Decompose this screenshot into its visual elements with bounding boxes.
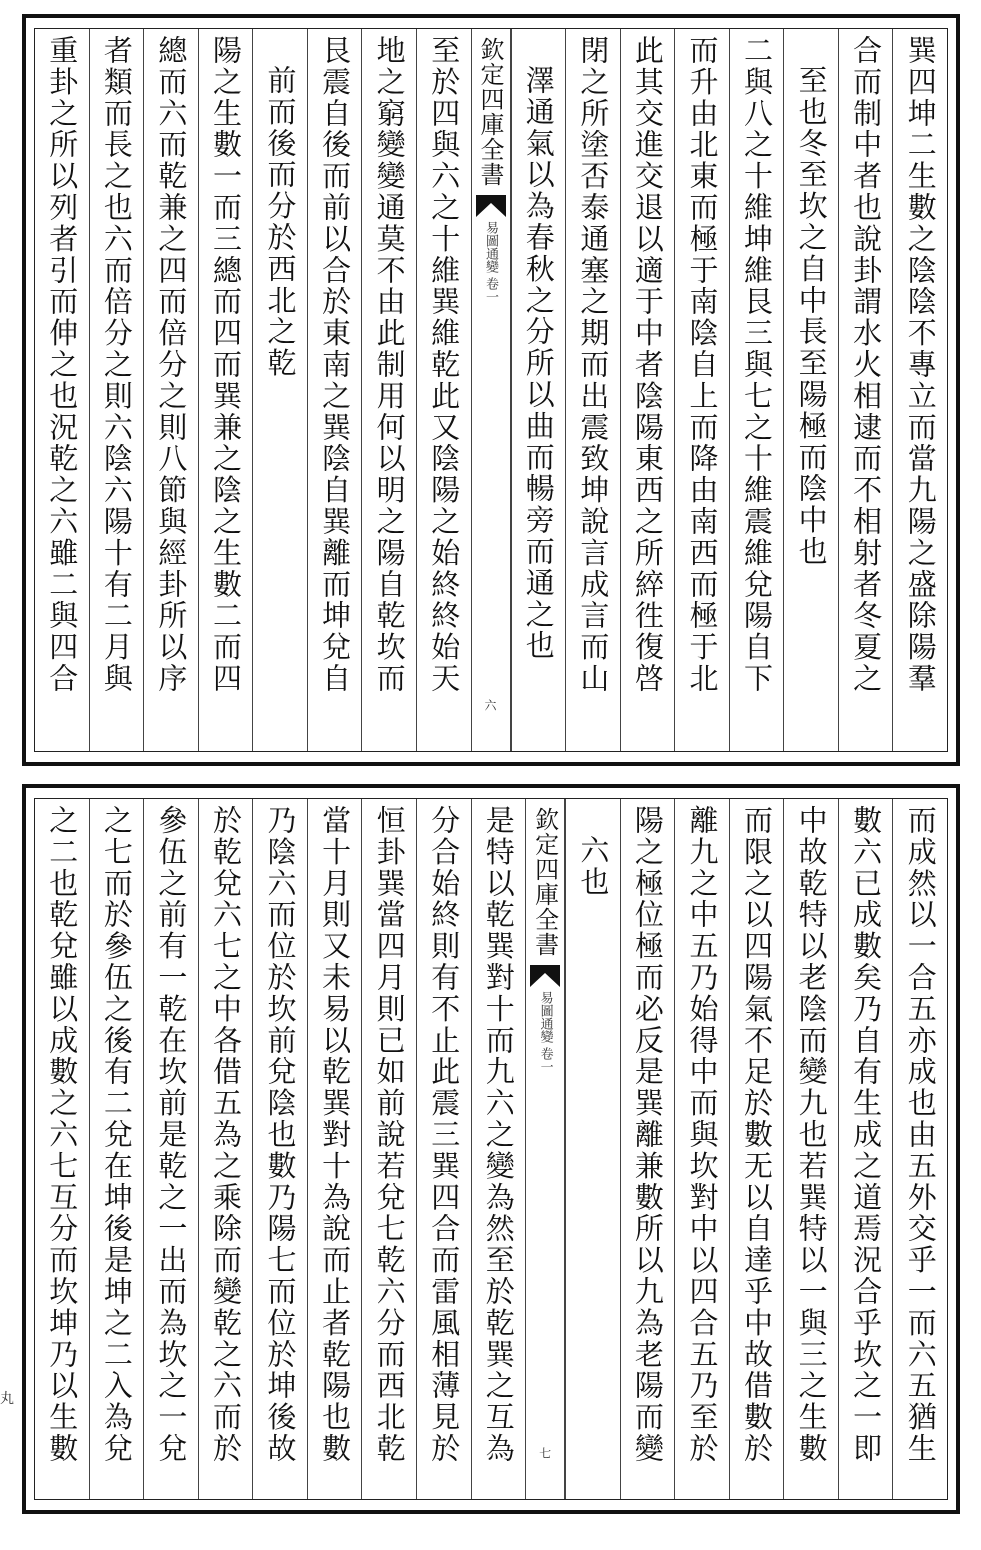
text-column: 恒卦巽當四月則已如前說若兌七乾六分而西北乾 [361, 799, 416, 1499]
margin-note: 丸 [0, 1391, 14, 1407]
text-column: 陽之極位極而必反是巽離兼數所以九為老陽而變 [620, 799, 675, 1499]
book-subtitle: 易圖通變 [537, 991, 553, 1043]
text-column: 前而後而分於西北之乾 [252, 29, 307, 751]
bottom-page-frame [34, 798, 948, 1500]
text-column: 參伍之前有一乾在坎前是乾之一出而為坎之一兌 [143, 799, 198, 1499]
fishtail-mark-icon [530, 965, 560, 987]
juan-number: 卷一 [483, 277, 498, 303]
text-column: 中故乾特以老陰而變九也若巽特以一與三之生數 [783, 799, 838, 1499]
text-column: 之二也乾兌雖以成數之六七互分而坎坤乃以生數 [45, 805, 80, 1465]
text-column: 是特以乾巽對十而九六之變為然至於乾巽之互為 [471, 799, 526, 1499]
text-column: 者類而長之也六而倍分之則六陰六陽十有二月與 [89, 29, 144, 751]
text-column: 而成然以一合五亦成也由五外交乎一而六五猶生 [892, 799, 947, 1499]
text-column: 至也冬至坎之自中長至陽極而陰中也 [783, 29, 838, 751]
text-column: 而限之以四陽氣不足於數无以自達乎中故借數於 [729, 799, 784, 1499]
text-column: 總而六而乾兼之四而倍分之則八節與經卦所以序 [143, 29, 198, 751]
banderole [471, 29, 511, 751]
text-column: 二與八之十維坤維艮三與七之十維震維兌陽自下 [729, 29, 784, 751]
bottom-page [22, 784, 960, 1514]
page-number: 七 [537, 1447, 552, 1459]
banderole [525, 799, 565, 1499]
text-column: 此其交進交退以適于中者陰陽東西之所綷徃復啓 [620, 29, 675, 751]
text-column: 地之窮變變通莫不由此制用何以明之陽自乾坎而 [361, 29, 416, 751]
text-column: 當十月則又未易以乾巽對十為說而止者乾陽也數 [307, 799, 362, 1499]
text-column: 陽之生數一而三總而四而巽兼之陰之生數二而四 [198, 29, 253, 751]
text-column: 乃陰六而位於坎前兌陰也數乃陽七而位於坤後故 [252, 799, 307, 1499]
text-column: 巽四坤二生數之陰陰不專立而當九陽之盛除陽羣 [892, 29, 947, 751]
text-column: 至於四與六之十維巽維乾此又陰陽之始終終始天 [416, 29, 471, 751]
text-column: 六也 [565, 799, 620, 1499]
juan-number: 卷一 [537, 1047, 553, 1073]
text-column: 艮震自後而前以合於東南之巽陰自巽離而坤兌自 [307, 29, 362, 751]
text-column: 而升由北東而極于南陰自上而降由南西而極于北 [674, 29, 729, 751]
text-column: 閉之所塗否泰通塞之期而出震致坤說言成言而山 [565, 29, 620, 751]
text-column: 數六已成數矣乃自有生成之道焉況合乎坎之一即 [838, 799, 893, 1499]
text-column: 於乾兌六七之中各借五為之乘除而變乾之六而於 [198, 799, 253, 1499]
bottom-text-columns [35, 799, 947, 1499]
top-text-columns [35, 29, 947, 751]
text-column: 合而制中者也說卦謂水火相逮而不相射者冬夏之 [838, 29, 893, 751]
text-column: 離九之中五乃始得中而與坎對中以四合五乃至於 [674, 799, 729, 1499]
text-column: 分合始終則有不止此震三巽四合而雷風相薄見於 [416, 799, 471, 1499]
text-column: 之七而於參伍之後有二兌在坤後是坤之二入為兌 [89, 799, 144, 1499]
top-page-frame [34, 28, 948, 752]
fishtail-mark-icon [476, 195, 506, 217]
text-column: 澤通氣以為春秋之分所以曲而暢旁而通之也 [511, 29, 566, 751]
top-page [22, 14, 960, 766]
series-title: 欽定四庫全書 [476, 37, 504, 187]
series-title: 欽定四庫全書 [530, 807, 559, 957]
text-column: 重卦之所以列者引而伸之也況乾之六雖二與四合 [45, 35, 80, 695]
book-subtitle: 易圖通變 [483, 221, 498, 273]
page-number: 六 [483, 699, 497, 711]
